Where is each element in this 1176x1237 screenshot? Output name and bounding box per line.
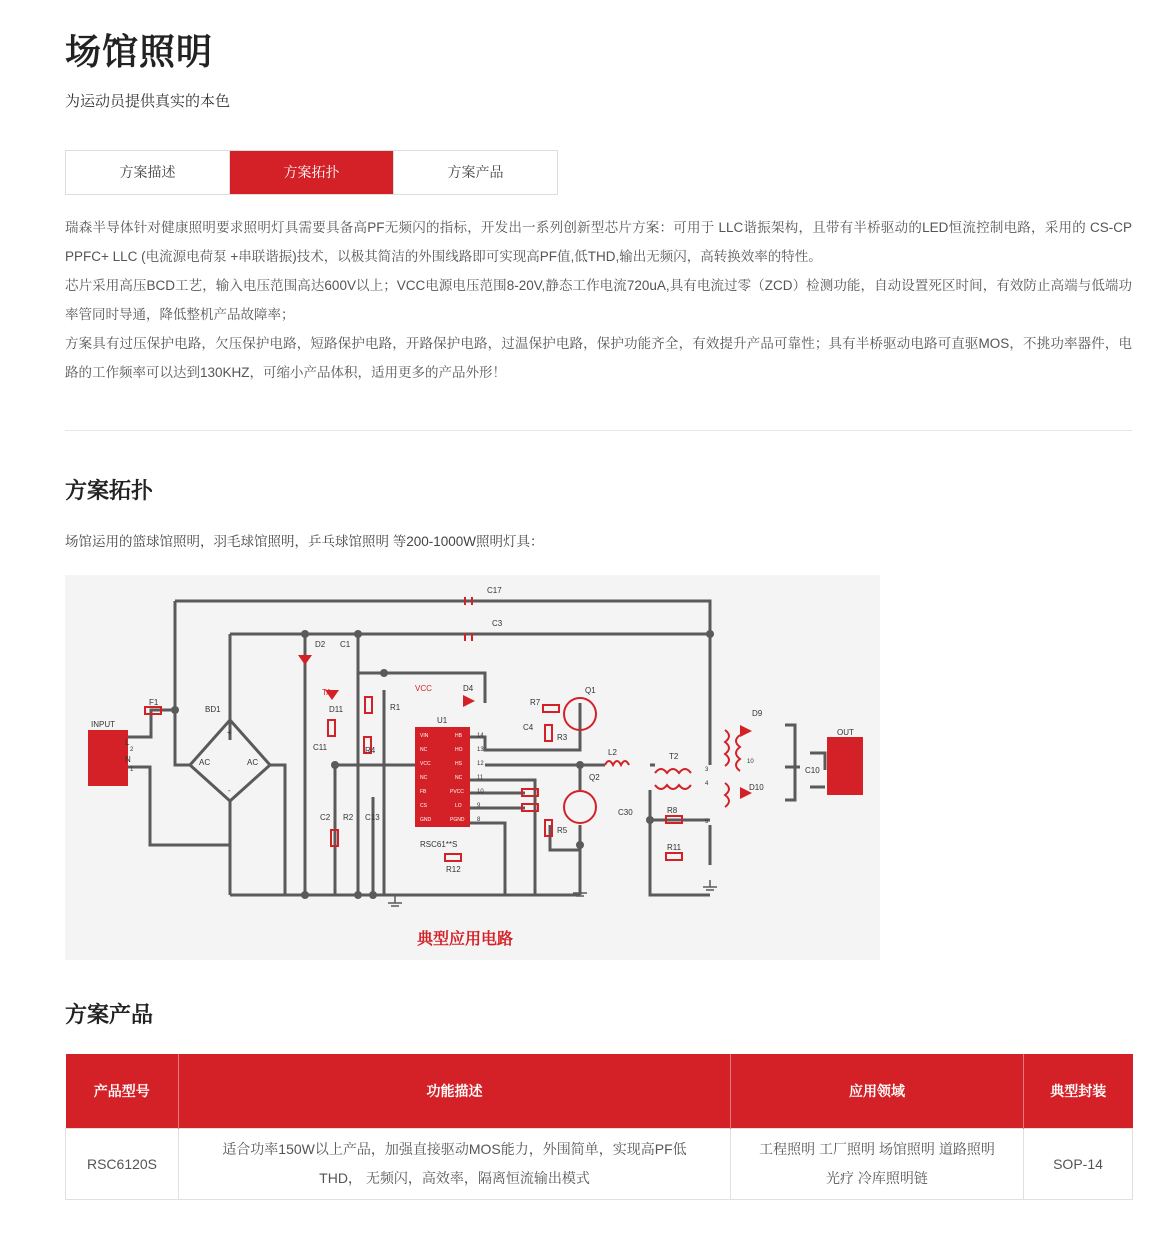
label-minus: - (228, 786, 231, 795)
label-c3: C3 (492, 619, 503, 628)
label-c10: C10 (805, 766, 820, 775)
cell-application: 工程照明 工厂照明 场馆照明 道路照明 光疗 冷库照明链 (731, 1129, 1024, 1200)
column-header-application: 应用领域 (731, 1054, 1024, 1129)
svg-text:2: 2 (130, 747, 134, 753)
description-paragraph: 芯片采用高压BCD工艺，输入电压范围高达600V以上；VCC电源电压范围8-20V,静态工作电流720uA,具有电流过零（ZCD）检测功能，自动设置死区时间，有效防止高端与低端功率管同时导通，降低整机产品故障率； (65, 278, 1132, 322)
label-l2: L2 (608, 748, 617, 757)
label-d11: D11 (329, 705, 344, 714)
output-connector (827, 737, 863, 795)
svg-text:CS: CS (420, 803, 427, 809)
label-r12: R12 (446, 865, 461, 874)
label-r8: R8 (667, 806, 678, 815)
description-paragraph: 方案具有过压保护电路，欠压保护电路，短路保护电路，开路保护电路，过温保护电路，保护功能齐全，有效提升产品可靠性；具有半桥驱动电路可直驱MOS，不挑功率器件，电路的工作频率可以达到130KHZ，可缩小产品体积，适用更多的产品外形！ (65, 336, 1132, 380)
page-title: 场馆照明 (65, 31, 214, 72)
label-l: L (125, 738, 130, 747)
tab-description[interactable]: 方案描述 (66, 151, 229, 194)
svg-text:4: 4 (705, 781, 709, 787)
svg-text:10: 10 (747, 759, 754, 765)
label-ac: AC (199, 758, 211, 767)
description-paragraph: 瑞森半导体针对健康照明要求照明灯具需要具备高PF无频闪的指标，开发出一系列创新型芯片方案：可用于 LLC谐振架构，且带有半桥驱动的LED恒流控制电路，采用的 CS-CP PPFC+ LLC (电流源电荷泵 +串联谐振)技术，以极其简洁的外围线路即可实现高PF值,低THD,输出无频闪，高转换效率的特性。 (65, 220, 1132, 264)
solution-description (65, 213, 1132, 387)
products-table (65, 1054, 1133, 1200)
label-q1: Q1 (585, 686, 596, 695)
tab-topology[interactable]: 方案拓扑 (229, 151, 393, 194)
label-q2: Q2 (589, 773, 600, 782)
svg-text:VIN: VIN (420, 733, 429, 739)
label-d9: D9 (752, 709, 763, 718)
svg-text:1: 1 (130, 767, 134, 773)
label-ac: AC (247, 758, 259, 767)
svg-text:8: 8 (477, 817, 481, 823)
label-c17: C17 (487, 586, 502, 595)
svg-text:5: 5 (705, 819, 709, 825)
label-c1: C1 (340, 640, 351, 649)
products-section-title: 方案产品 (65, 1002, 154, 1027)
label-d10: D10 (749, 783, 764, 792)
label-plus: + (227, 728, 232, 737)
column-header-package: 典型封装 (1024, 1054, 1133, 1129)
label-r2: R2 (343, 813, 354, 822)
label-chip: RSC61**S (420, 840, 458, 849)
svg-text:10: 10 (477, 789, 484, 795)
svg-text:GND: GND (420, 817, 432, 823)
svg-text:NC: NC (420, 747, 428, 753)
svg-text:14: 14 (477, 733, 484, 739)
svg-text:HS: HS (455, 761, 462, 767)
solution-tabs (65, 150, 558, 195)
label-r5: R5 (557, 826, 568, 835)
input-connector (88, 730, 128, 786)
section-divider (65, 430, 1132, 431)
label-d4: D4 (463, 684, 474, 693)
label-r4: R4 (365, 746, 376, 755)
page-subtitle: 为运动员提供真实的本色 (65, 93, 231, 110)
cell-package: SOP-14 (1024, 1129, 1133, 1200)
label-c30: C30 (618, 808, 633, 817)
svg-text:HB: HB (455, 733, 462, 739)
svg-text:VCC: VCC (420, 761, 431, 767)
label-c13: C13 (365, 813, 380, 822)
column-header-model: 产品型号 (66, 1054, 179, 1129)
svg-text:PGND: PGND (450, 817, 465, 823)
label-t2: T2 (669, 752, 679, 761)
label-f1: F1 (149, 698, 159, 707)
label-r1: R1 (390, 703, 401, 712)
label-r7: R7 (530, 698, 541, 707)
label-c4: C4 (523, 723, 534, 732)
svg-text:3: 3 (705, 767, 709, 773)
svg-text:11: 11 (477, 775, 484, 781)
svg-text:HO: HO (455, 747, 463, 753)
tab-products[interactable]: 方案产品 (393, 151, 557, 194)
label-input: INPUT (91, 720, 115, 729)
circuit-diagram-svg (65, 575, 880, 960)
label-n: N (125, 755, 131, 764)
label-out: OUT (837, 728, 854, 737)
topology-intro-text: 场馆运用的篮球馆照明，羽毛球馆照明，乒乓球馆照明 等200-1000W照明灯具： (65, 534, 544, 549)
diagram-caption: 典型应用电路 (417, 931, 514, 948)
label-r3: R3 (557, 733, 568, 742)
svg-text:9: 9 (477, 803, 481, 809)
circuit-diagram (65, 575, 880, 960)
label-u1: U1 (437, 716, 448, 725)
topology-section-title: 方案拓扑 (65, 478, 154, 503)
svg-text:NC: NC (455, 775, 463, 781)
label-c2: C2 (320, 813, 331, 822)
svg-text:LO: LO (455, 803, 462, 809)
table-header-row (66, 1054, 1133, 1129)
label-c11: C11 (313, 743, 328, 752)
column-header-function: 功能描述 (179, 1054, 731, 1129)
label-vcc: VCC (415, 684, 432, 693)
label-bd1: BD1 (205, 705, 221, 714)
label-ta: TA (322, 688, 332, 697)
table-row (66, 1129, 1133, 1200)
cell-model: RSC6120S (66, 1129, 179, 1200)
cell-function: 适合功率150W以上产品，加强直接驱动MOS能力，外围简单，实现高PF低THD， 无频闪，高效率，隔离恒流输出模式 (179, 1129, 731, 1200)
svg-text:PVCC: PVCC (450, 789, 464, 795)
svg-text:FB: FB (420, 789, 427, 795)
label-r11: R11 (667, 843, 682, 852)
svg-text:NC: NC (420, 775, 428, 781)
svg-text:13: 13 (477, 747, 484, 753)
svg-text:12: 12 (477, 761, 484, 767)
label-d2: D2 (315, 640, 326, 649)
